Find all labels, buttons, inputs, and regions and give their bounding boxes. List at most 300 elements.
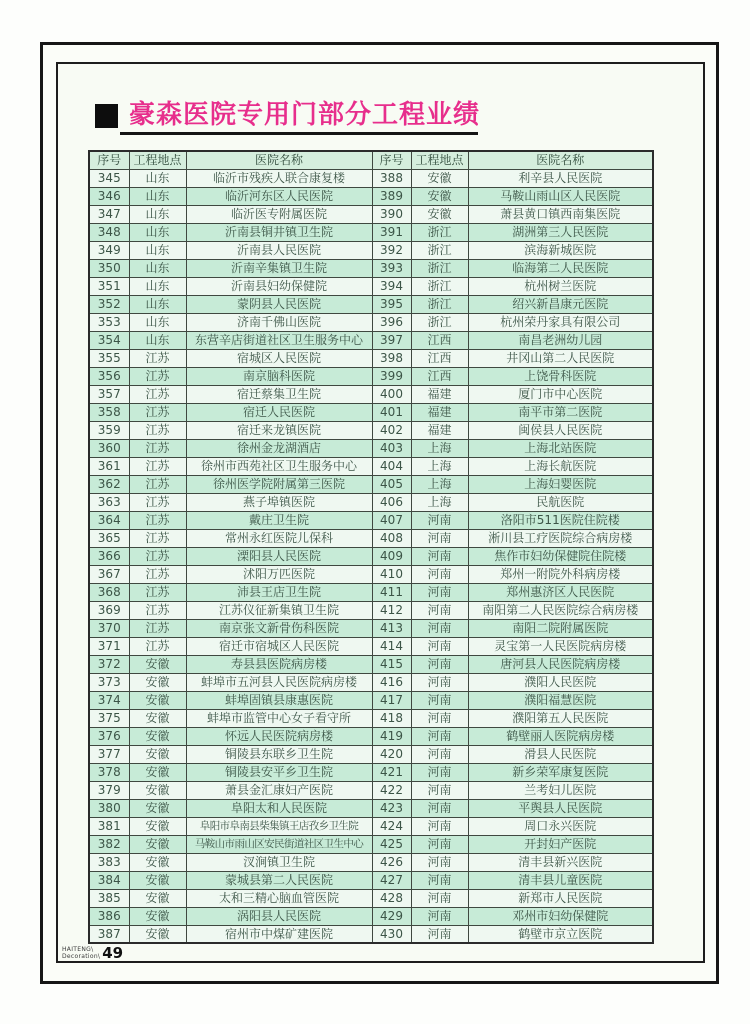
location-cell: 山东 <box>129 277 186 295</box>
seq-cell: 353 <box>89 313 129 331</box>
table-row <box>89 349 653 367</box>
seq-cell: 377 <box>89 745 129 763</box>
hospital-cell: 上饶骨科医院 <box>468 367 653 385</box>
location-cell: 河南 <box>411 637 468 655</box>
hospital-cell: 江苏仪征新集镇卫生院 <box>186 601 372 619</box>
seq-cell: 355 <box>89 349 129 367</box>
table-row <box>89 619 653 637</box>
seq-cell: 418 <box>372 709 411 727</box>
hospital-cell: 清丰县新兴医院 <box>468 853 653 871</box>
location-cell: 安徽 <box>411 169 468 187</box>
seq-cell: 365 <box>89 529 129 547</box>
location-cell: 江苏 <box>129 529 186 547</box>
hospital-cell: 南阳二院附属医院 <box>468 619 653 637</box>
hospital-cell: 清丰县儿童医院 <box>468 871 653 889</box>
hospital-cell: 鹤壁丽人医院病房楼 <box>468 727 653 745</box>
location-cell: 安徽 <box>129 781 186 799</box>
table-row <box>89 511 653 529</box>
table-row <box>89 907 653 925</box>
seq-cell: 404 <box>372 457 411 475</box>
hospital-cell: 沭阳万匹医院 <box>186 565 372 583</box>
seq-cell: 421 <box>372 763 411 781</box>
seq-cell: 391 <box>372 223 411 241</box>
title-bullet-square <box>95 104 118 128</box>
table-row <box>89 763 653 781</box>
seq-cell: 357 <box>89 385 129 403</box>
table-row <box>89 709 653 727</box>
hospital-cell: 濮阳第五人民医院 <box>468 709 653 727</box>
seq-cell: 416 <box>372 673 411 691</box>
seq-cell: 413 <box>372 619 411 637</box>
location-cell: 江苏 <box>129 601 186 619</box>
table-row <box>89 493 653 511</box>
location-cell: 河南 <box>411 511 468 529</box>
seq-cell: 410 <box>372 565 411 583</box>
hospital-cell: 铜陵县东联乡卫生院 <box>186 745 372 763</box>
seq-cell: 346 <box>89 187 129 205</box>
seq-cell: 424 <box>372 817 411 835</box>
title-underline <box>120 132 478 135</box>
hospital-cell: 宿迁市宿城区人民医院 <box>186 637 372 655</box>
location-cell: 江苏 <box>129 475 186 493</box>
location-cell: 浙江 <box>411 241 468 259</box>
seq-cell: 393 <box>372 259 411 277</box>
location-cell: 江苏 <box>129 367 186 385</box>
hospital-cell: 邓州市妇幼保健院 <box>468 907 653 925</box>
location-cell: 安徽 <box>129 907 186 925</box>
location-cell: 福建 <box>411 403 468 421</box>
seq-cell: 379 <box>89 781 129 799</box>
location-cell: 安徽 <box>129 871 186 889</box>
hospital-cell: 汊涧镇卫生院 <box>186 853 372 871</box>
location-cell: 江苏 <box>129 457 186 475</box>
hospital-cell: 新郑市人民医院 <box>468 889 653 907</box>
location-cell: 江苏 <box>129 493 186 511</box>
footer-brand-line2: Decoration\ <box>62 953 101 960</box>
footer-brand-line1: HAITENG\ <box>62 945 94 953</box>
seq-cell: 361 <box>89 457 129 475</box>
location-cell: 江苏 <box>129 385 186 403</box>
seq-cell: 420 <box>372 745 411 763</box>
table-header-row <box>89 151 653 169</box>
location-cell: 山东 <box>129 205 186 223</box>
hospital-cell: 阜阳太和人民医院 <box>186 799 372 817</box>
seq-cell: 364 <box>89 511 129 529</box>
seq-cell: 394 <box>372 277 411 295</box>
hospital-cell: 闽侯县人民医院 <box>468 421 653 439</box>
table-row <box>89 871 653 889</box>
table-row <box>89 277 653 295</box>
hospital-cell: 马鞍山雨山区人民医院 <box>468 187 653 205</box>
seq-cell: 419 <box>372 727 411 745</box>
table-row <box>89 727 653 745</box>
location-cell: 河南 <box>411 547 468 565</box>
hospital-cell: 常州永红医院儿保科 <box>186 529 372 547</box>
hospital-cell: 开封妇产医院 <box>468 835 653 853</box>
location-cell: 河南 <box>411 619 468 637</box>
hospital-cell: 宿州市中煤矿建医院 <box>186 925 372 943</box>
table-row <box>89 817 653 835</box>
table-row <box>89 187 653 205</box>
hospital-cell: 沂南县人民医院 <box>186 241 372 259</box>
table-row <box>89 169 653 187</box>
hospital-cell: 马鞍山市雨山区安民街道社区卫生中心 <box>186 835 372 853</box>
hospital-cell: 湖洲第三人民医院 <box>468 223 653 241</box>
table-row <box>89 565 653 583</box>
seq-cell: 398 <box>372 349 411 367</box>
location-cell: 江苏 <box>129 619 186 637</box>
hospital-cell: 寿县县医院病房楼 <box>186 655 372 673</box>
location-cell: 上海 <box>411 475 468 493</box>
location-cell: 福建 <box>411 421 468 439</box>
seq-cell: 415 <box>372 655 411 673</box>
hospital-cell: 宿迁来龙镇医院 <box>186 421 372 439</box>
seq-cell: 368 <box>89 583 129 601</box>
location-cell: 江西 <box>411 349 468 367</box>
seq-cell: 430 <box>372 925 411 943</box>
hospital-cell: 民航医院 <box>468 493 653 511</box>
seq-cell: 359 <box>89 421 129 439</box>
location-cell: 安徽 <box>129 835 186 853</box>
header-seq-left: 序号 <box>89 151 129 169</box>
table-row <box>89 853 653 871</box>
hospital-cell: 沂南县铜井镇卫生院 <box>186 223 372 241</box>
table-row <box>89 529 653 547</box>
seq-cell: 414 <box>372 637 411 655</box>
hospital-cell: 滑县人民医院 <box>468 745 653 763</box>
header-hospital-right: 医院名称 <box>468 151 653 169</box>
location-cell: 河南 <box>411 907 468 925</box>
hospital-cell: 徐州金龙湖酒店 <box>186 439 372 457</box>
projects-table <box>88 150 654 944</box>
hospital-cell: 厦门市中心医院 <box>468 385 653 403</box>
seq-cell: 390 <box>372 205 411 223</box>
hospital-cell: 戴庄卫生院 <box>186 511 372 529</box>
location-cell: 安徽 <box>411 205 468 223</box>
location-cell: 山东 <box>129 295 186 313</box>
seq-cell: 351 <box>89 277 129 295</box>
seq-cell: 358 <box>89 403 129 421</box>
hospital-cell: 宿迁蔡集卫生院 <box>186 385 372 403</box>
location-cell: 山东 <box>129 259 186 277</box>
header-hospital-left: 医院名称 <box>186 151 372 169</box>
location-cell: 安徽 <box>129 691 186 709</box>
seq-cell: 425 <box>372 835 411 853</box>
location-cell: 浙江 <box>411 313 468 331</box>
seq-cell: 375 <box>89 709 129 727</box>
hospital-cell: 沂南县妇幼保健院 <box>186 277 372 295</box>
hospital-cell: 杭州树兰医院 <box>468 277 653 295</box>
hospital-cell: 临沂医专附属医院 <box>186 205 372 223</box>
location-cell: 浙江 <box>411 277 468 295</box>
page-number: 49 <box>102 944 124 962</box>
hospital-cell: 怀远人民医院病房楼 <box>186 727 372 745</box>
seq-cell: 373 <box>89 673 129 691</box>
seq-cell: 370 <box>89 619 129 637</box>
hospital-cell: 南京张文新骨伤科医院 <box>186 619 372 637</box>
hospital-cell: 萧县黄口镇西南集医院 <box>468 205 653 223</box>
location-cell: 江苏 <box>129 583 186 601</box>
table-row <box>89 295 653 313</box>
hospital-cell: 南京脑科医院 <box>186 367 372 385</box>
table-row <box>89 889 653 907</box>
location-cell: 河南 <box>411 691 468 709</box>
hospital-cell: 井冈山第二人民医院 <box>468 349 653 367</box>
hospital-cell: 濮阳人民医院 <box>468 673 653 691</box>
seq-cell: 367 <box>89 565 129 583</box>
table-row <box>89 205 653 223</box>
location-cell: 江苏 <box>129 421 186 439</box>
table-row <box>89 259 653 277</box>
seq-cell: 376 <box>89 727 129 745</box>
location-cell: 河南 <box>411 799 468 817</box>
location-cell: 安徽 <box>129 745 186 763</box>
seq-cell: 392 <box>372 241 411 259</box>
seq-cell: 412 <box>372 601 411 619</box>
location-cell: 安徽 <box>129 673 186 691</box>
table-row <box>89 673 653 691</box>
location-cell: 安徽 <box>129 709 186 727</box>
seq-cell: 427 <box>372 871 411 889</box>
seq-cell: 383 <box>89 853 129 871</box>
hospital-cell: 杭州荣丹家具有限公司 <box>468 313 653 331</box>
table-row <box>89 745 653 763</box>
location-cell: 江苏 <box>129 439 186 457</box>
seq-cell: 382 <box>89 835 129 853</box>
seq-cell: 347 <box>89 205 129 223</box>
location-cell: 江苏 <box>129 637 186 655</box>
location-cell: 江苏 <box>129 565 186 583</box>
hospital-cell: 绍兴新昌康元医院 <box>468 295 653 313</box>
location-cell: 江苏 <box>129 349 186 367</box>
seq-cell: 350 <box>89 259 129 277</box>
seq-cell: 385 <box>89 889 129 907</box>
table-row <box>89 781 653 799</box>
hospital-cell: 兰考妇儿医院 <box>468 781 653 799</box>
location-cell: 河南 <box>411 583 468 601</box>
location-cell: 河南 <box>411 871 468 889</box>
location-cell: 江苏 <box>129 403 186 421</box>
seq-cell: 399 <box>372 367 411 385</box>
location-cell: 上海 <box>411 457 468 475</box>
location-cell: 山东 <box>129 313 186 331</box>
seq-cell: 411 <box>372 583 411 601</box>
seq-cell: 403 <box>372 439 411 457</box>
table-row <box>89 457 653 475</box>
hospital-cell: 南阳第二人民医院综合病房楼 <box>468 601 653 619</box>
hospital-cell: 沂南辛集镇卫生院 <box>186 259 372 277</box>
location-cell: 河南 <box>411 529 468 547</box>
seq-cell: 388 <box>372 169 411 187</box>
seq-cell: 426 <box>372 853 411 871</box>
location-cell: 山东 <box>129 223 186 241</box>
seq-cell: 371 <box>89 637 129 655</box>
seq-cell: 400 <box>372 385 411 403</box>
hospital-cell: 上海长航医院 <box>468 457 653 475</box>
hospital-cell: 沛县王店卫生院 <box>186 583 372 601</box>
location-cell: 福建 <box>411 385 468 403</box>
hospital-cell: 徐州市西苑社区卫生服务中心 <box>186 457 372 475</box>
hospital-cell: 上海妇婴医院 <box>468 475 653 493</box>
hospital-cell: 濮阳福慧医院 <box>468 691 653 709</box>
hospital-cell: 宿城区人民医院 <box>186 349 372 367</box>
hospital-cell: 蚌埠市五河县人民医院病房楼 <box>186 673 372 691</box>
seq-cell: 360 <box>89 439 129 457</box>
seq-cell: 363 <box>89 493 129 511</box>
hospital-cell: 燕子埠镇医院 <box>186 493 372 511</box>
seq-cell: 362 <box>89 475 129 493</box>
table-row <box>89 691 653 709</box>
location-cell: 江苏 <box>129 547 186 565</box>
hospital-cell: 焦作市妇幼保健院住院楼 <box>468 547 653 565</box>
table-row <box>89 439 653 457</box>
table-row <box>89 241 653 259</box>
location-cell: 安徽 <box>129 889 186 907</box>
hospital-cell: 宿迁人民医院 <box>186 403 372 421</box>
seq-cell: 405 <box>372 475 411 493</box>
header-seq-right: 序号 <box>372 151 411 169</box>
hospital-cell: 南平市第二医院 <box>468 403 653 421</box>
location-cell: 河南 <box>411 763 468 781</box>
hospital-cell: 溧阳县人民医院 <box>186 547 372 565</box>
hospital-cell: 利辛县人民医院 <box>468 169 653 187</box>
seq-cell: 429 <box>372 907 411 925</box>
table-row <box>89 835 653 853</box>
seq-cell: 395 <box>372 295 411 313</box>
hospital-cell: 平舆县人民医院 <box>468 799 653 817</box>
seq-cell: 389 <box>372 187 411 205</box>
seq-cell: 356 <box>89 367 129 385</box>
hospital-cell: 蚌埠固镇县康惠医院 <box>186 691 372 709</box>
location-cell: 上海 <box>411 439 468 457</box>
location-cell: 河南 <box>411 889 468 907</box>
table-row <box>89 385 653 403</box>
seq-cell: 369 <box>89 601 129 619</box>
location-cell: 河南 <box>411 835 468 853</box>
hospital-cell: 唐河县人民医院病房楼 <box>468 655 653 673</box>
location-cell: 山东 <box>129 187 186 205</box>
location-cell: 河南 <box>411 709 468 727</box>
seq-cell: 423 <box>372 799 411 817</box>
location-cell: 河南 <box>411 817 468 835</box>
seq-cell: 396 <box>372 313 411 331</box>
hospital-cell: 上海北站医院 <box>468 439 653 457</box>
location-cell: 安徽 <box>129 853 186 871</box>
location-cell: 河南 <box>411 673 468 691</box>
seq-cell: 406 <box>372 493 411 511</box>
table-row <box>89 421 653 439</box>
hospital-cell: 临海第二人民医院 <box>468 259 653 277</box>
hospital-cell: 临沂市残疾人联合康复楼 <box>186 169 372 187</box>
seq-cell: 366 <box>89 547 129 565</box>
hospital-cell: 蚌埠市监管中心女子看守所 <box>186 709 372 727</box>
seq-cell: 352 <box>89 295 129 313</box>
seq-cell: 422 <box>372 781 411 799</box>
location-cell: 山东 <box>129 169 186 187</box>
hospital-cell: 蒙阴县人民医院 <box>186 295 372 313</box>
hospital-cell: 阜阳市阜南县柴集镇王店孜乡卫生院 <box>186 817 372 835</box>
seq-cell: 345 <box>89 169 129 187</box>
seq-cell: 428 <box>372 889 411 907</box>
table-row <box>89 655 653 673</box>
location-cell: 安徽 <box>129 925 186 943</box>
location-cell: 河南 <box>411 655 468 673</box>
location-cell: 河南 <box>411 601 468 619</box>
hospital-cell: 周口永兴医院 <box>468 817 653 835</box>
seq-cell: 417 <box>372 691 411 709</box>
location-cell: 安徽 <box>129 727 186 745</box>
table-row <box>89 601 653 619</box>
hospital-cell: 涡阳县人民医院 <box>186 907 372 925</box>
table-row <box>89 331 653 349</box>
header-location-right: 工程地点 <box>411 151 468 169</box>
hospital-cell: 济南千佛山医院 <box>186 313 372 331</box>
location-cell: 河南 <box>411 727 468 745</box>
location-cell: 河南 <box>411 853 468 871</box>
hospital-cell: 郑州一附院外科病房楼 <box>468 565 653 583</box>
seq-cell: 354 <box>89 331 129 349</box>
location-cell: 山东 <box>129 331 186 349</box>
hospital-cell: 滨海新城医院 <box>468 241 653 259</box>
hospital-cell: 灵宝第一人民医院病房楼 <box>468 637 653 655</box>
table-row <box>89 799 653 817</box>
location-cell: 安徽 <box>129 799 186 817</box>
hospital-cell: 太和三精心脑血管医院 <box>186 889 372 907</box>
hospital-cell: 洛阳市511医院住院楼 <box>468 511 653 529</box>
seq-cell: 349 <box>89 241 129 259</box>
table-row <box>89 367 653 385</box>
seq-cell: 380 <box>89 799 129 817</box>
hospital-cell: 临沂河东区人民医院 <box>186 187 372 205</box>
table-row <box>89 313 653 331</box>
seq-cell: 401 <box>372 403 411 421</box>
location-cell: 江西 <box>411 367 468 385</box>
header-location-left: 工程地点 <box>129 151 186 169</box>
location-cell: 河南 <box>411 745 468 763</box>
hospital-cell: 南昌老洲幼儿园 <box>468 331 653 349</box>
seq-cell: 348 <box>89 223 129 241</box>
location-cell: 安徽 <box>129 763 186 781</box>
projects-table-body <box>89 169 653 943</box>
location-cell: 浙江 <box>411 259 468 277</box>
seq-cell: 374 <box>89 691 129 709</box>
location-cell: 山东 <box>129 241 186 259</box>
seq-cell: 386 <box>89 907 129 925</box>
hospital-cell: 淅川县工疗医院综合病房楼 <box>468 529 653 547</box>
seq-cell: 408 <box>372 529 411 547</box>
location-cell: 河南 <box>411 781 468 799</box>
hospital-cell: 徐州医学院附属第三医院 <box>186 475 372 493</box>
seq-cell: 378 <box>89 763 129 781</box>
hospital-cell: 鹤壁市京立医院 <box>468 925 653 943</box>
seq-cell: 407 <box>372 511 411 529</box>
location-cell: 安徽 <box>129 817 186 835</box>
table-row <box>89 547 653 565</box>
location-cell: 河南 <box>411 565 468 583</box>
table-row <box>89 223 653 241</box>
footer-logo <box>62 944 123 962</box>
location-cell: 安徽 <box>411 187 468 205</box>
seq-cell: 387 <box>89 925 129 943</box>
seq-cell: 372 <box>89 655 129 673</box>
table-row <box>89 403 653 421</box>
location-cell: 安徽 <box>129 655 186 673</box>
hospital-cell: 蒙城县第二人民医院 <box>186 871 372 889</box>
location-cell: 上海 <box>411 493 468 511</box>
seq-cell: 402 <box>372 421 411 439</box>
hospital-cell: 铜陵县安平乡卫生院 <box>186 763 372 781</box>
table-row <box>89 583 653 601</box>
